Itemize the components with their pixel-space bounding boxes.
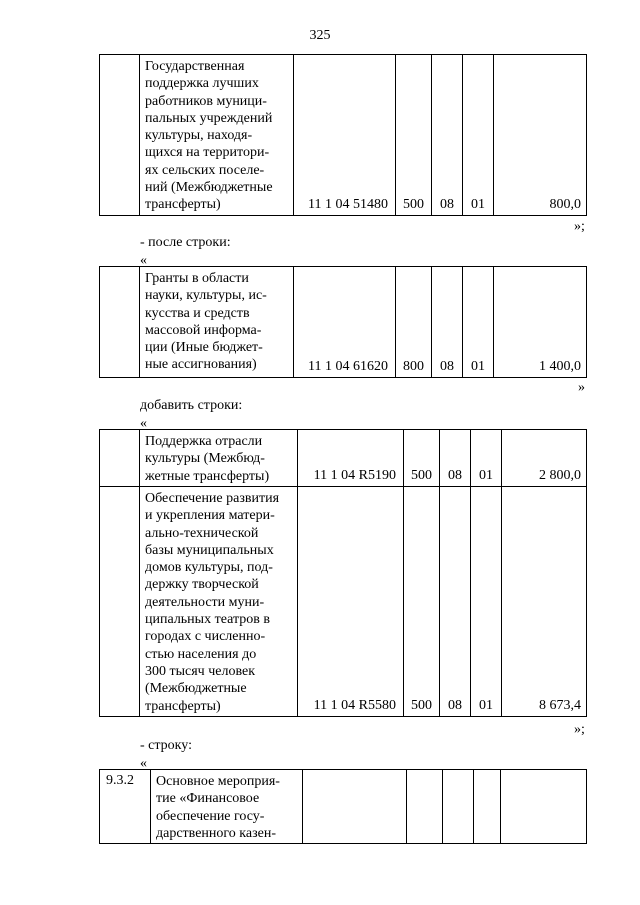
row-description: Обеспечение развития и укрепления матери- ально-технической базы муниципальных домов культуры, под- держку творческой деятельности муни- ципальных театров в городах с численно- стью населения до 300 тысяч человек (Межбюджетные трансферты): [140, 487, 298, 717]
close-quote-semicolon: »;: [574, 219, 585, 234]
expense-type: 500: [404, 430, 440, 487]
row-index: 9.3.2: [100, 770, 151, 844]
section: 08: [440, 487, 471, 717]
subsection: 01: [463, 55, 494, 216]
amount: 800,0: [494, 55, 587, 216]
empty-code-cell: [303, 770, 407, 844]
table-row: [100, 267, 587, 378]
open-quote: «: [140, 756, 147, 771]
table-row: [100, 487, 587, 717]
open-quote: «: [140, 253, 147, 268]
amount: 1 400,0: [494, 267, 587, 378]
budget-table-3: [99, 429, 587, 717]
expense-type: 500: [404, 487, 440, 717]
budget-table-1: [99, 54, 587, 216]
table-row: [100, 430, 587, 487]
section: 08: [432, 55, 463, 216]
open-quote: «: [140, 416, 147, 431]
budget-table-2: [99, 266, 587, 378]
budget-table-4: [99, 769, 587, 844]
subsection: 01: [471, 430, 502, 487]
row-note: - строку:: [140, 738, 192, 753]
table-row: [100, 55, 587, 216]
expense-type: 800: [396, 267, 432, 378]
after-row-note: - после строки:: [140, 235, 231, 250]
empty-expense-type-cell: [407, 770, 443, 844]
row-description: Поддержка отрасли культуры (Межбюд- жетные трансферты): [140, 430, 298, 487]
subsection: 01: [463, 267, 494, 378]
add-rows-note: добавить строки:: [140, 398, 243, 413]
row-description: Основное мероприя- тие «Финансовое обеспечение госу- дарственного казен-: [151, 770, 303, 844]
row-description: Гранты в области науки, культуры, ис- кусства и средств массовой информа- ции (Иные бюджет- ные ассигнования): [140, 267, 294, 378]
section: 08: [432, 267, 463, 378]
empty-subsection-cell: [474, 770, 501, 844]
budget-code: 11 1 04 51480: [294, 55, 396, 216]
empty-index-cell: [100, 55, 140, 216]
close-quote-semicolon: »;: [574, 722, 585, 737]
empty-section-cell: [443, 770, 474, 844]
amount: 2 800,0: [502, 430, 587, 487]
budget-code: 11 1 04 R5190: [298, 430, 404, 487]
page-number: 325: [309, 28, 331, 43]
subsection: 01: [471, 487, 502, 717]
budget-code: 11 1 04 R5580: [298, 487, 404, 717]
budget-code: 11 1 04 61620: [294, 267, 396, 378]
amount: 8 673,4: [502, 487, 587, 717]
empty-index-cell: [100, 487, 140, 717]
empty-index-cell: [100, 430, 140, 487]
table-row: [100, 770, 587, 844]
section: 08: [440, 430, 471, 487]
empty-amount-cell: [501, 770, 587, 844]
close-quote: »: [578, 380, 585, 395]
row-description: Государственная поддержка лучших работников муници- пальных учреждений культуры, находя- щихся на территори- ях сельских поселе- ний (Межбюджетные трансферты): [140, 55, 294, 216]
empty-index-cell: [100, 267, 140, 378]
expense-type: 500: [396, 55, 432, 216]
